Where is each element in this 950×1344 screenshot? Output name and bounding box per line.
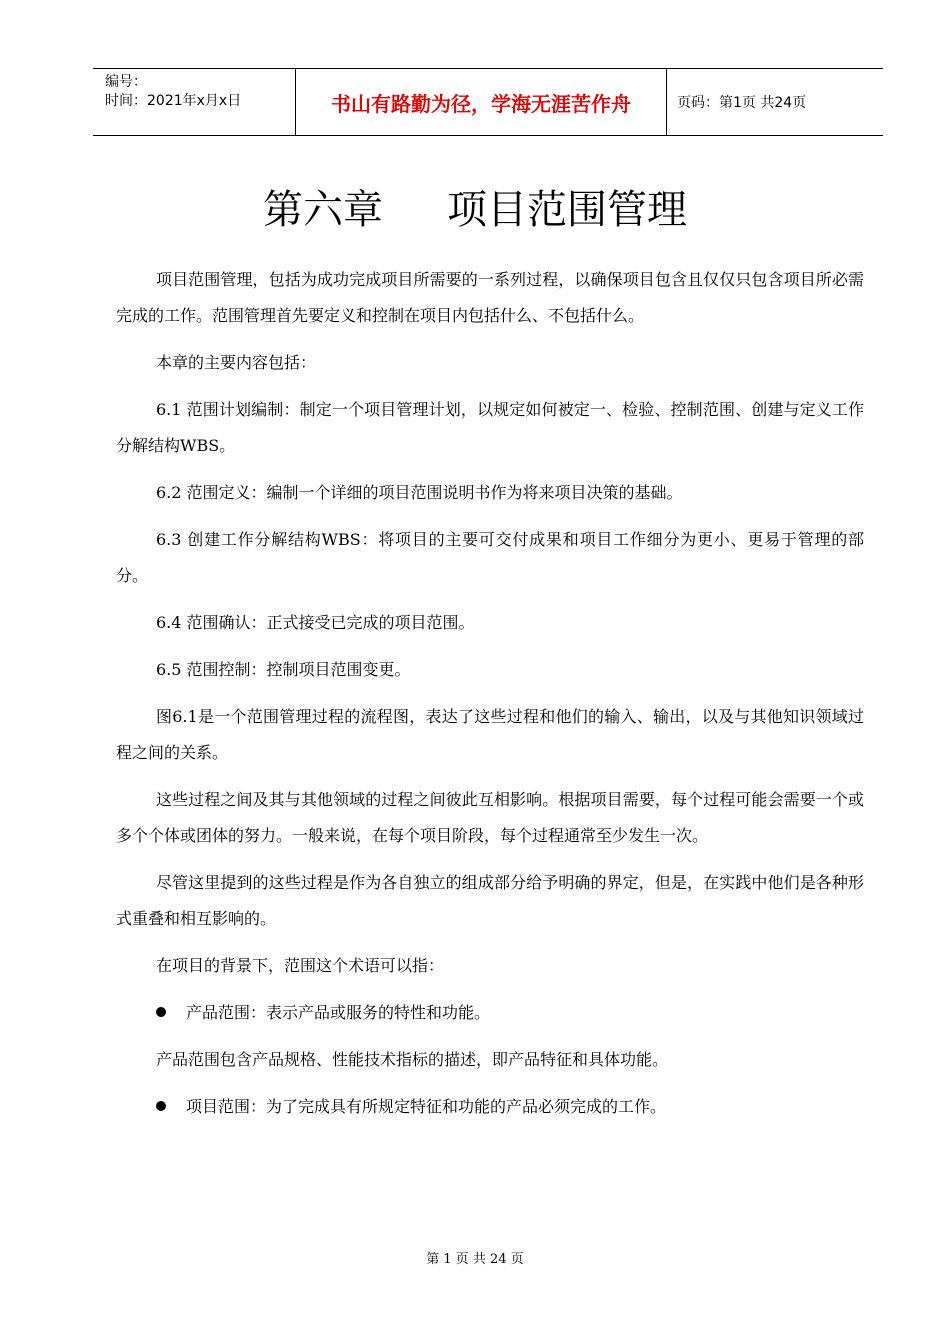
bullet-dot-icon xyxy=(156,1007,166,1017)
paragraph: 6.4 范围确认：正式接受已完成的项目范围。 xyxy=(156,613,475,632)
bullet-dot-icon xyxy=(156,1101,166,1111)
bullet-item xyxy=(116,995,864,1031)
chapter-number: 第六章 xyxy=(263,187,383,233)
paragraph: 在项目的背景下，范围这个术语可以指： xyxy=(156,956,445,975)
paragraph: 这些过程之间及其与其他领域的过程之间彼此互相影响。根据项目需要，每个过程可能会需要一个或多个个体或团体的努力。一般来说，在每个项目阶段，每个过程通常至少发生一次。 xyxy=(116,790,864,845)
paragraph: 项目范围管理，包括为成功完成项目所需要的一系列过程，以确保项目包含且仅仅只包含项目所必需完成的工作。范围管理首先要定义和控制在项目内包括什么、不包括什么。 xyxy=(116,270,864,325)
paragraph: 6.2 范围定义：编制一个详细的项目范围说明书作为将来项目决策的基础。 xyxy=(156,483,683,502)
document-body xyxy=(116,262,864,1136)
paragraph: 6.5 范围控制：控制项目范围变更。 xyxy=(156,660,411,679)
header-meta-cell xyxy=(93,69,295,135)
document-header xyxy=(93,68,883,136)
chapter-name: 项目范围管理 xyxy=(447,187,687,233)
paragraph: 6.1 范围计划编制：制定一个项目管理计划，以规定如何被定一、检验、控制范围、创建与定义工作分解结构WBS。 xyxy=(116,400,864,455)
header-page-info: 页码：第1页 共24页 xyxy=(677,95,807,111)
bullet-text: 产品范围：表示产品或服务的特性和功能。 xyxy=(186,1003,491,1022)
paragraph: 产品范围包含产品规格、性能技术指标的描述，即产品特征和具体功能。 xyxy=(156,1050,669,1069)
header-motto: 书山有路勤为径，学海无涯苦作舟 xyxy=(295,69,667,135)
time-label: 时间：2021年x月x日 xyxy=(105,93,242,109)
paragraph: 6.3 创建工作分解结构WBS：将项目的主要可交付成果和项目工作细分为更小、更易于管理的部分。 xyxy=(116,530,864,585)
bullet-item xyxy=(116,1089,864,1125)
paragraph: 本章的主要内容包括： xyxy=(156,353,317,372)
paragraph: 图6.1是一个范围管理过程的流程图，表达了这些过程和他们的输入、输出，以及与其他知识领域过程之间的关系。 xyxy=(116,707,864,762)
number-label: 编号： xyxy=(105,74,147,90)
paragraph: 尽管这里提到的这些过程是作为各自独立的组成部分给予明确的界定，但是，在实践中他们是各种形式重叠和相互影响的。 xyxy=(116,873,864,928)
chapter-title xyxy=(0,178,950,235)
page-footer: 第 1 页 共 24 页 xyxy=(426,1252,524,1267)
bullet-text: 项目范围：为了完成具有所规定特征和功能的产品必须完成的工作。 xyxy=(186,1097,667,1116)
